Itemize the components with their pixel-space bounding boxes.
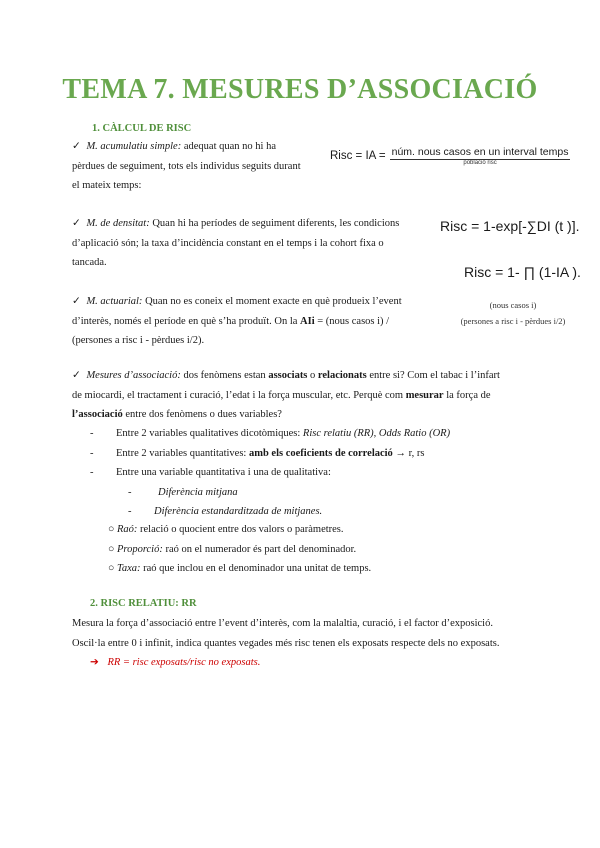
formula-density: Risc = 1-exp[-∑DI (t )].: [440, 218, 580, 234]
definition-item: [108, 559, 548, 579]
association-b3: mesurar: [405, 389, 444, 401]
item-density-text1: Quan hi ha períodes de seguiment diferents, les condicions: [149, 218, 400, 229]
actuarial-note: [452, 300, 574, 326]
definition-item: [108, 520, 548, 540]
check-icon: ✓: [72, 141, 81, 152]
formula-actuarial: Risc = 1- ∏ (1-IA ).: [464, 264, 581, 280]
rr-line2: Oscil·la entre 0 i infinit, indica quantes vegades més risc tenen els exposats respecte dels no exposats.: [72, 637, 500, 649]
item-actuarial-text4: (persones a risc i - pèrdues i/2).: [72, 335, 205, 346]
association-bullets: [90, 424, 550, 522]
formula1-lhs: Risc = IA =: [330, 150, 386, 162]
item-cumulative-text2: pèrdues de seguiment, tots els individus seguits durant: [72, 160, 301, 172]
association-b1: associats: [268, 370, 308, 381]
def3-text: raó que inclou en el denominador una unitat de temps.: [140, 563, 372, 574]
check-icon: ✓: [72, 296, 81, 307]
def2-label: Proporció:: [116, 543, 163, 555]
section-heading-1: 1. CÀLCUL DE RISC: [92, 123, 192, 134]
item-cumulative-text1: adequat quan no hi ha: [181, 141, 276, 152]
item-actuarial-text2: d’interès, només el període en què s’ha produït. On la: [72, 315, 301, 327]
association-paragraph: [72, 366, 528, 425]
rr-line1: Mesura la força d’associació entre l’event d’interès, com la malaltia, curació, i el factor d’exposició.: [72, 618, 493, 629]
item-density-text3: tancada.: [72, 257, 107, 268]
circle-bullet-icon: ○: [108, 543, 117, 555]
association-line2: de miocardi, el tractament i curació, l’edat i la força muscular, etc. Perquè com: [72, 389, 406, 401]
definitions-list: [108, 520, 548, 579]
formula1-numerator: núm. nous casos en un interval temps: [391, 146, 569, 158]
sub-bullet2-text: Diferència estandarditzada de mitjanes.: [154, 506, 323, 517]
formula1-fraction: [390, 146, 571, 166]
association-t4: la força de: [443, 389, 491, 401]
def3-label: Taxa:: [116, 563, 141, 574]
bullet2-text: Entre 2 variables quantitatives:: [116, 447, 249, 459]
bullet3-text: Entre una variable quantitativa i una de qualitativa:: [116, 467, 331, 478]
item-density-label: M. de densitat:: [86, 218, 150, 229]
actuarial-note-line1: (nous casos i): [489, 300, 537, 310]
association-t3: entre si? Com el tabac i l’infart: [366, 370, 500, 381]
association-b4: l’associació: [72, 409, 123, 420]
def1-text: relació o quocient entre dos valors o paràmetres.: [137, 524, 344, 535]
item-actuarial-text1: Quan no es coneix el moment exacte en què produeix l’event: [142, 296, 402, 307]
formula-cumulative-incidence: [330, 146, 570, 166]
item-actuarial: [72, 292, 438, 351]
item-density-text2: d’aplicació són; la taxa d’incidència constant en el temps i la cohort fixa o: [72, 237, 384, 249]
circle-bullet-icon: ○: [108, 563, 117, 574]
rr-description: [72, 614, 532, 653]
association-t2: o: [307, 370, 318, 381]
item-actuarial-label: M. actuarial:: [86, 296, 143, 307]
bullet-item: - Entre 2 variables quantitatives: amb els coeficients de correlació → r, rs: [90, 447, 425, 459]
rr-formula-line: [90, 653, 260, 673]
actuarial-note-line2: (persones a risc i - pèrdues i/2): [460, 316, 566, 326]
page-title: TEMA 7. MESURES D’ASSOCIACIÓ: [62, 74, 538, 105]
association-b2: relacionats: [317, 370, 367, 381]
association-t5: entre dos fenòmens o dues variables?: [122, 409, 282, 420]
sub-bullet-item: - Diferència estandarditzada de mitjanes.: [128, 506, 323, 517]
circle-bullet-icon: ○: [108, 524, 117, 535]
sub-bullet1-text: Diferència mitjana: [158, 486, 238, 498]
bullet2-bold: amb els coeficients de correlació: [248, 447, 393, 459]
item-actuarial-text3: = (nous casos i) /: [314, 315, 390, 327]
item-cumulative: [72, 137, 320, 196]
check-icon: ✓: [72, 370, 81, 381]
association-label: Mesures d’associació:: [86, 370, 181, 381]
item-cumulative-label: M. acumulatiu simple:: [86, 141, 182, 152]
def2-text: raó on el numerador és part del denominador.: [162, 543, 357, 555]
bullet-item: - Entre una variable quantitativa i una de qualitativa:: [90, 467, 331, 478]
section-heading-2: 2. RISC RELATIU: RR: [90, 598, 197, 609]
bullet2-post: → r, rs: [392, 447, 425, 459]
association-t1: dos fenòmens estan: [180, 370, 269, 381]
item-density: [72, 214, 430, 273]
check-icon: ✓: [72, 218, 81, 229]
item-actuarial-bold: AIi: [300, 315, 315, 327]
item-cumulative-text3: el mateix temps:: [72, 180, 142, 191]
def1-label: Raó:: [116, 524, 138, 535]
bullet1-italic: Risc relatiu (RR), Odds Ratio (OR): [302, 428, 451, 439]
formula1-denominator: població risc: [463, 160, 497, 166]
rr-formula: RR = risc exposats/risc no exposats.: [107, 657, 261, 668]
sub-bullet-item: - Diferència mitjana: [128, 486, 238, 498]
bullet1-text: Entre 2 variables qualitatives dicotòmiques:: [116, 428, 303, 439]
arrow-right-icon: ➔: [90, 657, 99, 668]
definition-item: [108, 540, 548, 560]
bullet-item: - Entre 2 variables qualitatives dicotòmiques: Risc relatiu (RR), Odds Ratio (OR): [90, 428, 451, 439]
